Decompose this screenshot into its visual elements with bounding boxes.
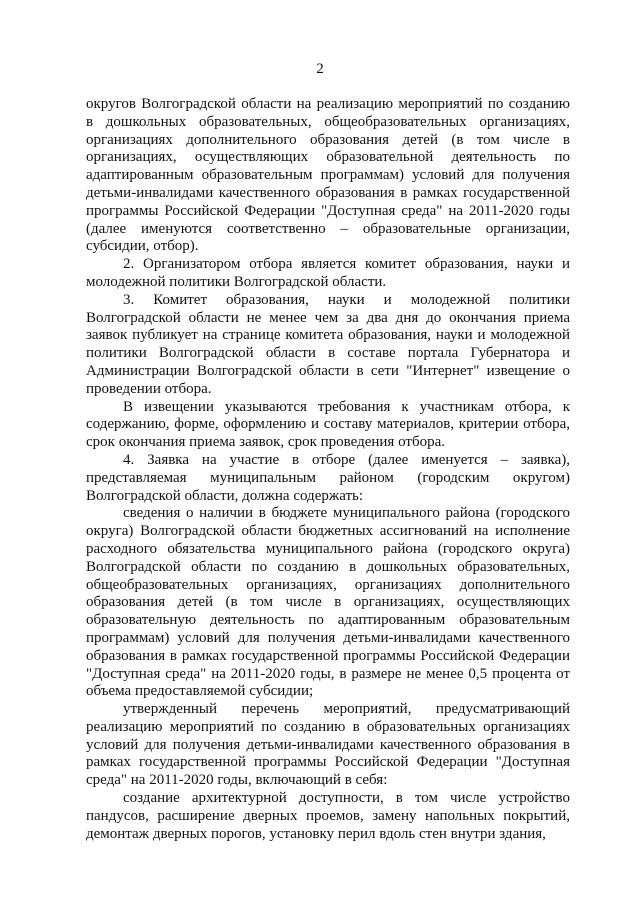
paragraph-8: создание архитектурной доступности, в том числе устройство пандусов, расширение дверных проемов, замену напольных покрытий, демонтаж дверных порогов, установку перил вдоль стен внутри здания,: [86, 790, 570, 842]
page-number: 2: [316, 61, 324, 77]
paragraph-4: В извещении указываются требования к участникам отбора, к содержанию, форме, оформлению и составу материалов, критерии отбора, срок окончания приема заявок, срок проведения отбора.: [86, 398, 570, 451]
document-body: [86, 96, 570, 843]
paragraph-5: 4. Заявка на участие в отборе (далее именуется – заявка), представляемая муниципальным районом (городским округом) Волгоградской области, должна содержать:: [86, 451, 570, 504]
paragraph-7: утвержденный перечень мероприятий, предусматривающий реализацию мероприятий по созданию в образовательных организациях условий для получения детьми-инвалидами качественного образования в рамках государственной программы Российской Федерации "Доступная среда" на 2011-2020 годы, включающий в себя:: [86, 701, 570, 789]
paragraph-3: 3. Комитет образования, науки и молодежной политики Волгоградской области не менее чем за два дня до окончания приема заявок публикует на странице комитета образования, науки и молодежной политики Волгоградской области в составе портала Губернатора и Администрации Волгоградской области в сети "Интернет" извещение о проведении отбора.: [86, 291, 570, 397]
paragraph-1: округов Волгоградской области на реализацию мероприятий по созданию в дошкольных образовательных, общеобразовательных организациях, организациях дополнительного образования детей (в том числе в организациях, осуществляющих образовательной деятельность по адаптированным образовательным программам) условий для получения детьми-инвалидами качественного образования в рамках государственной программы Российской Федерации "Доступная среда" на 2011-2020 годы (далее именуются соответственно – образовательные организации, субсидии, отбор).: [86, 96, 570, 255]
paragraph-6: сведения о наличии в бюджете муниципального района (городского округа) Волгоградской области бюджетных ассигнований на исполнение расходного обязательства муниципального района (городского округа) Волгоградской области по созданию в дошкольных образовательных, общеобразовательных организациях, организациях дополнительного образования детей (в том числе в организациях, осуществляющих образовательную деятельность по адаптированным образовательным программам) условий для получения детьми-инвалидами качественного образования в рамках государственной программы Российской Федерации "Доступная среда" на 2011-2020 годы, в размере не менее 0,5 процента от объема предоставляемой субсидии;: [86, 505, 570, 700]
paragraph-2: 2. Организатором отбора является комитет образования, науки и молодежной политики Волгоградской области.: [86, 256, 570, 290]
